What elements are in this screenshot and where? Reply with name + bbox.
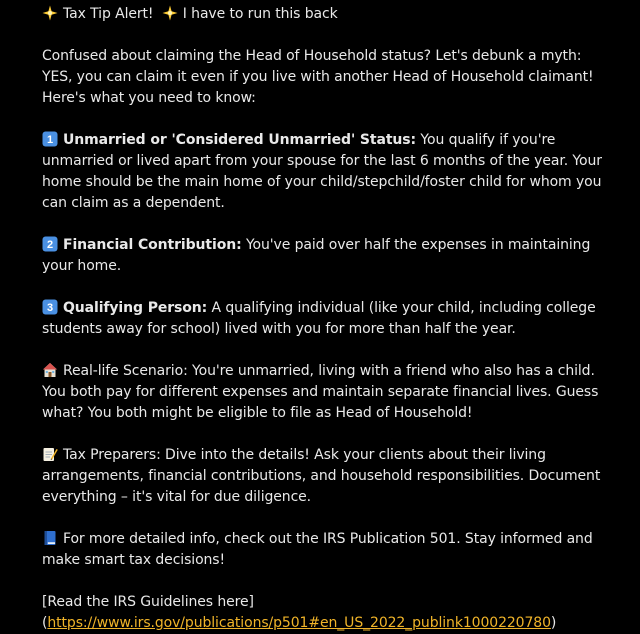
scenario-text: Real-life Scenario: You're unmarried, living with a friend who also has a child. You both pay for different expenses and maintain separate financial lives. Guess what? You both might be eligible to file as Head of Household! xyxy=(42,363,599,421)
memo-pencil-icon xyxy=(42,446,58,462)
point-2 xyxy=(42,235,602,277)
post-body xyxy=(42,4,602,634)
point-3-text: A qualifying individual (like your child, including college students away for school) lived with you for more than half the year. xyxy=(42,300,596,337)
keycap-3-icon xyxy=(42,299,58,315)
keycap-2-icon xyxy=(42,236,58,252)
point-3-heading: Qualifying Person: xyxy=(63,300,208,316)
intro-paragraph: Confused about claiming the Head of Household status? Let's debunk a myth: YES, you can claim it even if you live with another Head of Household claimant! Here's what you need to know: xyxy=(42,48,594,106)
svg-text:3: 3 xyxy=(46,302,54,315)
sparkle-star-icon xyxy=(162,5,178,21)
sparkle-star-icon xyxy=(42,5,58,21)
post-title xyxy=(42,4,602,25)
scenario-paragraph xyxy=(42,361,602,424)
house-icon xyxy=(42,362,58,378)
link-suffix: ) xyxy=(550,615,557,631)
point-1-text: You qualify if you're unmarried or lived apart from your spouse for the last 6 months of the year. Your home should be the main home of your child/stepchild/foster child for whom you can claim as a dependent. xyxy=(42,132,602,211)
irs-link-line xyxy=(42,592,602,634)
svg-text:2: 2 xyxy=(46,239,54,252)
preparers-paragraph xyxy=(42,445,602,508)
more-info-paragraph xyxy=(42,529,602,571)
keycap-1-icon xyxy=(42,131,58,147)
preparers-text: Tax Preparers: Dive into the details! Ask your clients about their living arrangements, financial contributions, and household responsibilities. Document everything – it's vital for due diligence. xyxy=(42,447,601,505)
point-2-text: You've paid over half the expenses in maintaining your home. xyxy=(42,237,591,274)
link-prefix: [Read the IRS Guidelines here]( xyxy=(42,594,254,631)
point-3 xyxy=(42,298,602,340)
title-text: Tax Tip Alert! xyxy=(63,6,154,22)
irs-publication-link[interactable]: https://www.irs.gov/publications/p501#en_US_2022_publink1000220780 xyxy=(47,615,551,631)
point-1 xyxy=(42,130,602,214)
point-1-heading: Unmarried or 'Considered Unmarried' Status: xyxy=(63,132,417,148)
blue-book-icon xyxy=(42,530,58,546)
point-2-heading: Financial Contribution: xyxy=(63,237,242,253)
svg-text:1: 1 xyxy=(46,134,54,147)
more-info-text: For more detailed info, check out the IRS Publication 501. Stay informed and make smart tax decisions! xyxy=(42,531,593,568)
title-after-text: I have to run this back xyxy=(182,6,338,22)
